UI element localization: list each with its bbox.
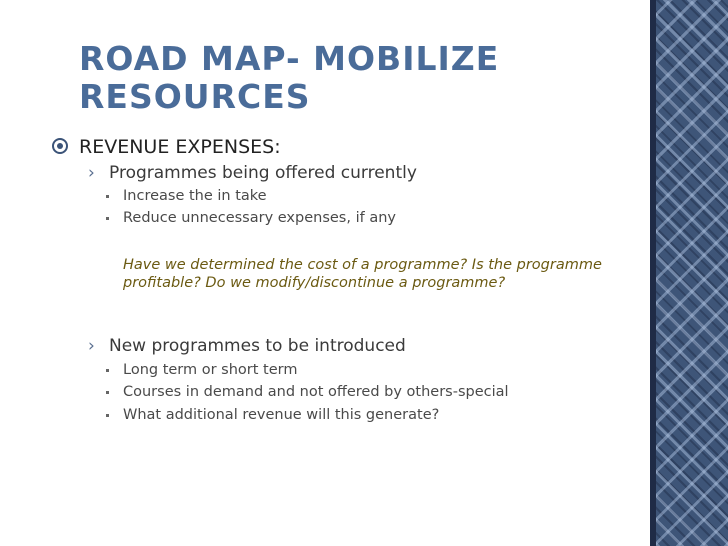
- square-dot-bullet-icon: [106, 369, 109, 372]
- section-label: Programmes being offered currently: [109, 163, 417, 183]
- question-note: Have we determined the cost of a programme? Is the programme profitable? Do we modify/discontinue a programme?: [123, 257, 602, 291]
- square-dot-bullet-icon: [106, 414, 109, 417]
- list-item-text: Long term or short term: [123, 362, 298, 378]
- slide-title: ROAD MAP- MOBILIZE RESOURCES: [79, 39, 500, 116]
- section-label: New programmes to be introduced: [109, 336, 406, 356]
- list-item-text: What additional revenue will this generate?: [123, 407, 440, 423]
- square-dot-bullet-icon: [106, 391, 109, 394]
- side-decoration-pattern: [656, 0, 728, 546]
- square-dot-bullet-icon: [106, 217, 109, 220]
- list-item-text: Reduce unnecessary expenses, if any: [123, 210, 396, 226]
- chevron-right-icon: ›: [88, 163, 95, 183]
- list-item-text: Increase the in take: [123, 188, 267, 204]
- list-item-text: Courses in demand and not offered by others-special: [123, 384, 509, 400]
- heading-text: REVENUE EXPENSES:: [79, 136, 281, 158]
- chevron-right-icon: ›: [88, 336, 95, 356]
- circle-dot-bullet-icon: [52, 138, 68, 154]
- square-dot-bullet-icon: [106, 195, 109, 198]
